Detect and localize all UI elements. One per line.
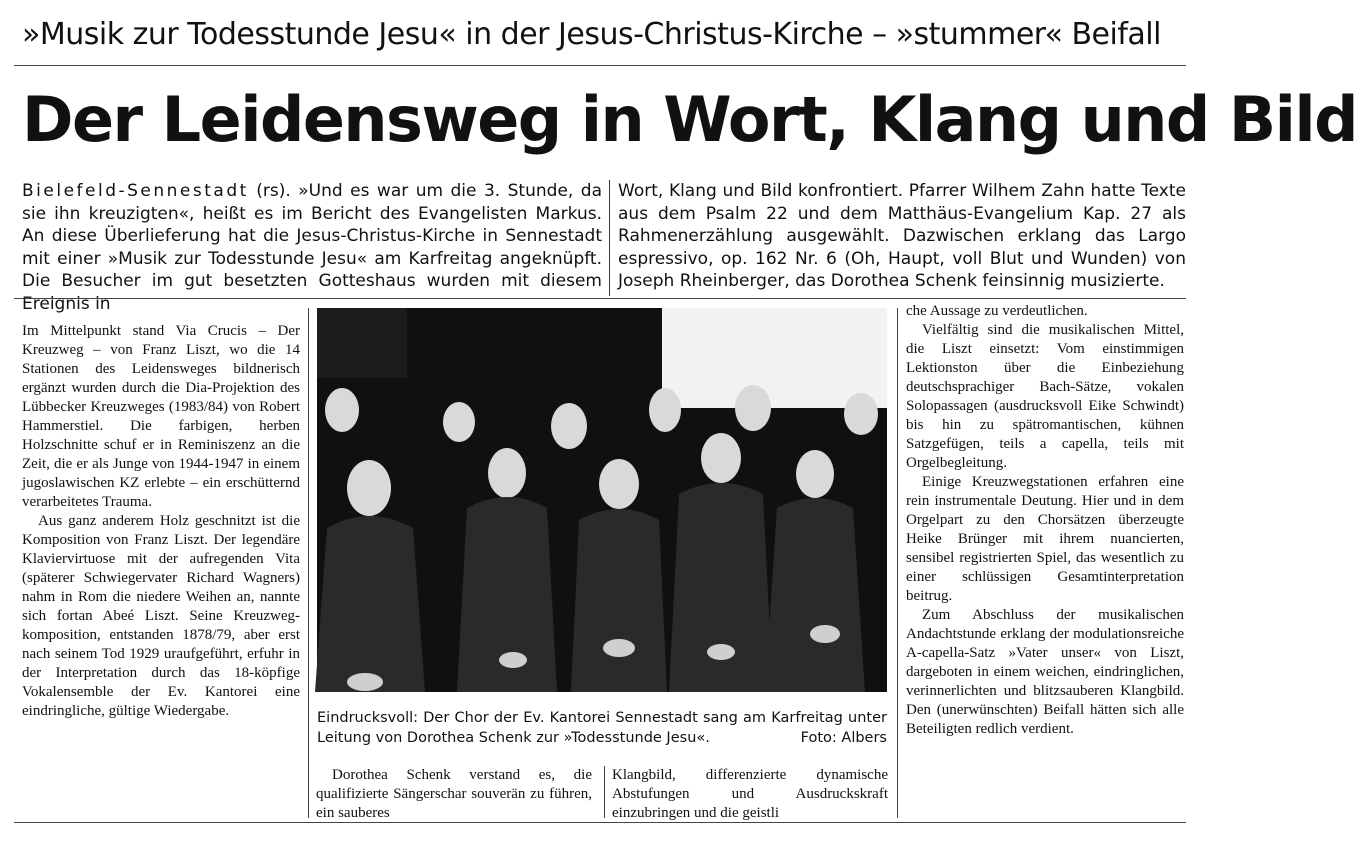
choir-photo — [317, 308, 887, 692]
kicker-line: »Musik zur Todesstunde Jesu« in der Jesus-Christus-Kirche – »stummer« Beifall — [22, 17, 1161, 52]
body-paragraph: che Aussage zu verdeutlichen. — [906, 303, 1088, 319]
body-column-center-right — [612, 766, 888, 823]
bottom-rule — [14, 822, 1186, 823]
photo-caption — [317, 708, 887, 748]
middle-rule — [14, 298, 1186, 299]
choir-photo-graphic — [317, 308, 887, 692]
body-paragraph: Aus ganz anderem Holz geschnitzt ist die Komposition von Franz Liszt. Der legendäre Klaviervirtuose mit der aufregenden Vita (späterer Schwiegervater Richard Wagners) nahm in Rom die niedere Weihen an, nannte sich fortan Abeé Liszt. Seine Kreuzwegkomposition, entstanden 1878/79, aber erst nach seinem Tod 1929 uraufgeführt, erfuhr in der Interpretation durch das 18-köpfige Vokalensemble der Ev. Kantorei eine eindringliche, gültige Wiedergabe. — [22, 513, 300, 719]
column-divider — [604, 766, 605, 818]
lead-paragraph-left — [22, 180, 602, 315]
body-column-left — [22, 322, 300, 721]
column-divider — [308, 308, 309, 818]
photo-credit: Foto: Albers — [800, 730, 887, 746]
lead-divider — [609, 180, 610, 296]
caption-text: Eindrucksvoll: Der Chor der Ev. Kantorei Sennestadt sang am Karfreitag unter Leitung von Dorothea Schenk zur »Todesstunde Jesu«. — [317, 710, 887, 746]
lead-paragraph-right: Wort, Klang und Bild konfrontiert. Pfarrer Wilhem Zahn hatte Texte aus dem Psalm 22 und dem Matthäus-Evangelium Kap. 27 als Rahmenerzählung ausgewählt. Dazwischen erklang das Largo espressivo, op. 162 Nr. 6 (Oh, Haupt, voll Blut und Wunden) von Joseph Rheinberger, das Dorothea Schenk feinsinnig musizierte. — [618, 181, 1186, 291]
body-paragraph: Klangbild, differenzierte dynamische Abstufungen und Ausdruckskraft einzubringen und die geistli — [612, 767, 888, 821]
dateline: Bielefeld-Sennestadt — [22, 181, 249, 201]
headline: Der Leidensweg in Wort, Klang und Bild — [22, 83, 1357, 156]
top-rule — [14, 65, 1186, 66]
body-paragraph: Vielfältig sind die musikalischen Mittel, die Liszt einsetzt: Vom einstimmigen Lektionston über die Einbeziehung deutschsprachiger Bach-Sätze, vokalen Solopassagen (ausdrucksvoll Eike Schwindt) bis hin zu spätromantischen, kühnen Satzgefügen, teils a capella, teils mit Orgelbegleitung. — [906, 322, 1184, 471]
body-paragraph: Dorothea Schenk verstand es, die qualifizierte Sängerschar souverän zu führen, ein sauberes — [316, 767, 592, 821]
column-divider — [897, 308, 898, 818]
body-column-right — [906, 302, 1184, 739]
body-paragraph: Zum Abschluss der musikalischen Andachtstunde erklang der modulationsreiche A-capella-Satz »Vater unser« von Liszt, dargeboten in einem weichen, eindringlichen, verinnerlichten und blitzsauberen Klangbild. Den (unerwünschten) Beifall hätten sich alle Beteiligten redlich verdient. — [906, 607, 1184, 737]
body-column-center-left — [316, 766, 592, 823]
lead-left-text: (rs). »Und es war um die 3. Stunde, da sie ihn kreuzigten«, heißt es im Bericht des Evangelisten Markus. An diese Überlieferung hat die Jesus-Christus-Kirche in Sennestadt mit einer »Musik zur Todesstunde Jesu« am Karfreitag angeknüpft. Die Besucher im gut besetzten Gotteshaus wurden mit diesem Ereignis in — [22, 181, 602, 314]
body-paragraph: Einige Kreuzwegstationen erfahren eine rein instrumentale Deutung. Hier und in dem Orgelpart zu den Chorsätzen überzeugte Heike Brünger mit ihrem nuancierten, sensibel registrierten Spiel, das wesentlich zu einer schlüssigen Gesamtinterpretation beitrug. — [906, 474, 1184, 604]
body-paragraph: Im Mittelpunkt stand Via Crucis – Der Kreuzweg – von Franz Liszt, wo die 14 Stationen des Leidensweges bildnerisch ergänzt wurden durch die Dia-Projektion des Lübbecker Kreuzweges (1983/84) von Robert Hammerstiel. Die farbigen, herben Holzschnitte schuf er in Reminiszenz an die Zeit, die er als Junge von 1944-1947 in einem jugoslawischen KZ erlebte – ein erschütternd verarbeitetes Trauma. — [22, 323, 300, 510]
